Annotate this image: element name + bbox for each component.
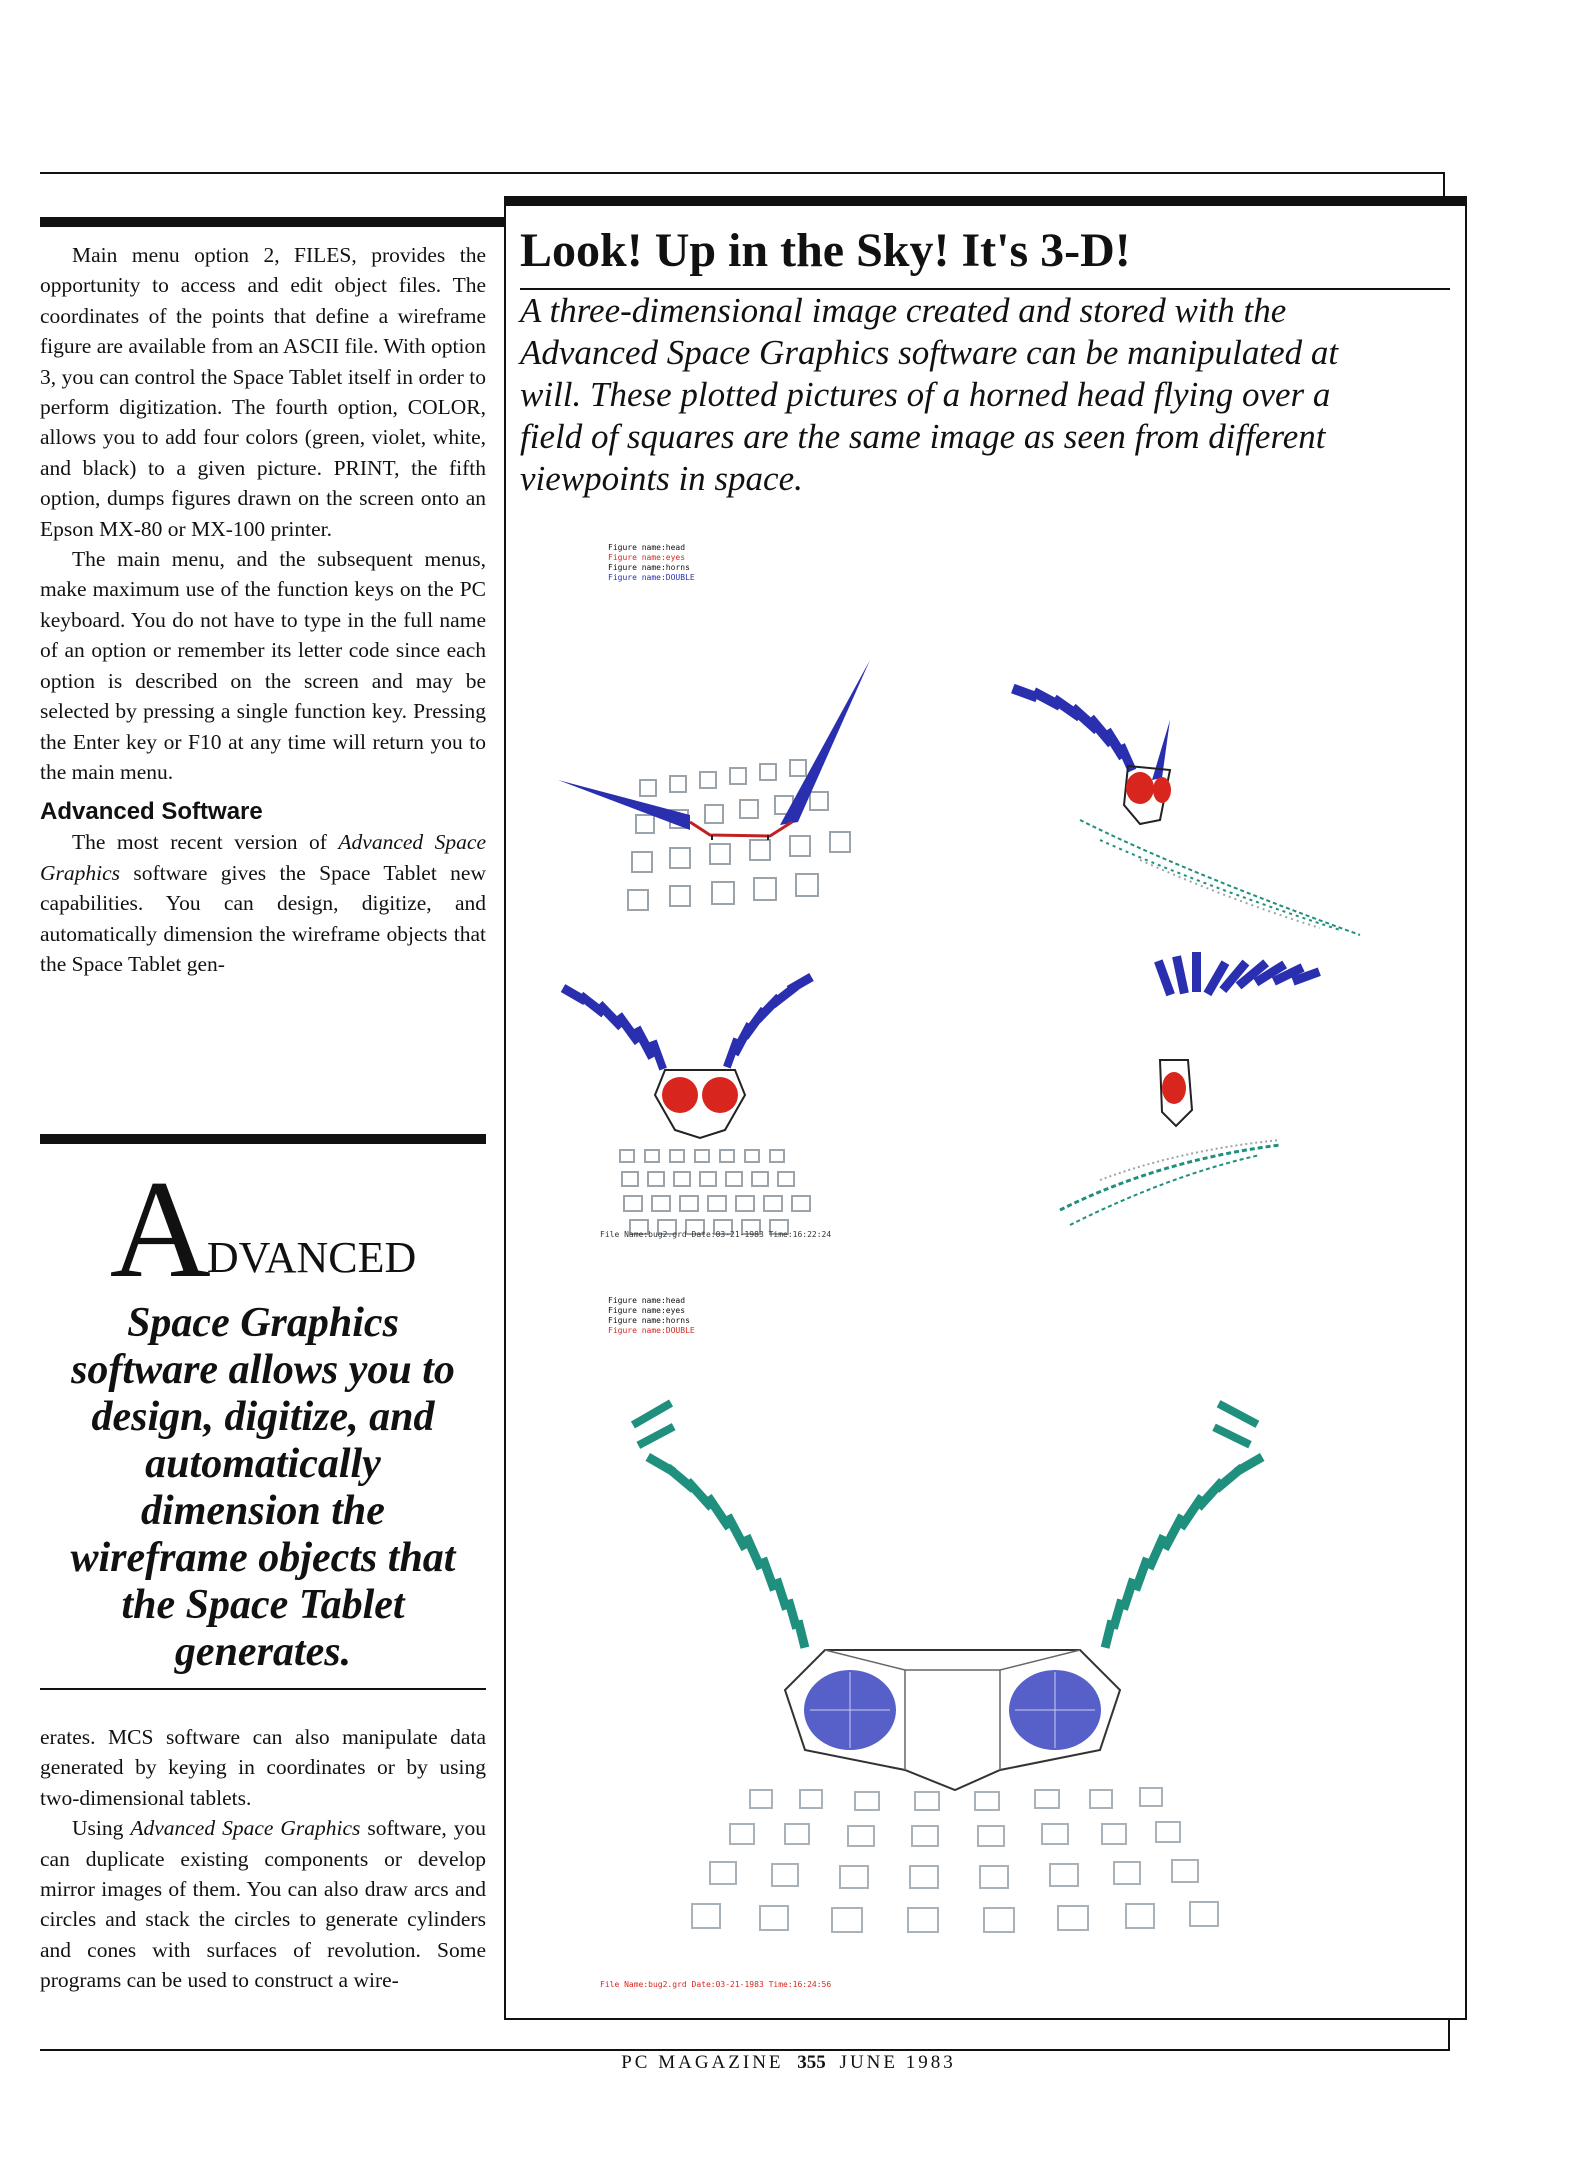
head-outline: [690, 822, 792, 836]
figure-label: Figure name:head: [608, 1296, 686, 1305]
view-top-right: [1011, 684, 1360, 935]
bottom-rule: [40, 2049, 1450, 2051]
pull-quote-line: software allows you to: [71, 1347, 455, 1393]
horn-ribs-left: [561, 984, 667, 1070]
plot1-figure-labels: [608, 543, 695, 583]
eye: [1126, 772, 1154, 804]
section-heading: Advanced Software: [40, 798, 263, 826]
pull-quote-line: design, digitize, and: [91, 1394, 435, 1440]
plot2-file-line: File Name:bug2.grd Date:03-21-1983 Time:16:24:56: [600, 1980, 832, 1989]
horn-right: [780, 660, 870, 825]
square-field: [1080, 820, 1360, 935]
left-column-heavy-rule: [40, 217, 504, 227]
drop-cap: A: [109, 1152, 207, 1307]
pullquote-bottom-rule: [40, 1688, 486, 1690]
body-paragraph: Using Advanced Space Graphics software, you can duplicate existing components or develop mirror images of them. You can also draw arcs and circles and stack the circles to generate cylinders and cones with surfaces of revolution. Some programs can be used to construct a wire-: [40, 1816, 486, 1993]
pull-quote-initial-line: ADVANCED: [109, 1152, 417, 1307]
panel-title: Look! Up in the Sky! It's 3-D!: [520, 224, 1131, 277]
plot1-file-line: File Name:bug2.grd Date:03-21-1983 Time:16:22:24: [600, 1230, 832, 1239]
horn-ribs: [1154, 952, 1321, 996]
horn-ribs-right: [723, 973, 814, 1068]
eye: [1162, 1072, 1186, 1104]
magazine-name: PC MAGAZINE: [621, 2052, 784, 2073]
pull-quote-line: generates.: [174, 1629, 352, 1675]
figure-label: Figure name:DOUBLE: [608, 573, 695, 582]
figure-label: Figure name:eyes: [608, 1306, 686, 1315]
figure-label: Figure name:DOUBLE: [608, 1326, 695, 1335]
page-number: 355: [797, 2052, 826, 2073]
page-footer: [0, 2052, 1577, 2074]
horn-ribs: [1011, 684, 1136, 773]
pull-quote-line: the Space Tablet: [121, 1582, 405, 1628]
figure-label: Figure name:eyes: [608, 553, 686, 562]
figure-label: Figure name:head: [608, 543, 686, 552]
left-column-bottom-text: [40, 1722, 486, 1996]
figure-label: Figure name:horns: [608, 563, 690, 572]
bottom-rule-right-tick: [1448, 2020, 1450, 2051]
plot2-wireframe-frontal: [600, 1390, 1320, 1970]
top-rule: [40, 172, 1445, 174]
eye: [1153, 777, 1171, 803]
square-grid: [620, 1150, 810, 1234]
eye: [702, 1077, 738, 1113]
pull-quote-line: Space Graphics: [127, 1300, 399, 1346]
plot1-wireframe-views: [540, 640, 1400, 1240]
pull-quote: [40, 1152, 486, 1676]
square-field: [1060, 1145, 1280, 1210]
pull-quote-line: dimension the: [141, 1488, 385, 1534]
eye: [662, 1077, 698, 1113]
body-paragraph: erates. MCS software can also manipulate data generated by keying in coordinates or by using two-dimensional tablets.: [40, 1725, 486, 1810]
left-column-top-text: [40, 240, 486, 979]
issue-date: JUNE 1983: [839, 2052, 956, 2073]
pull-quote-line: automatically: [145, 1441, 381, 1487]
panel-caption: A three-dimensional image created and stored with the Advanced Space Graphics software can be manipulated at will. These plotted pictures of a horned head flying over a field of squares are the same image as seen from different viewpoints in space.: [520, 291, 1339, 498]
horn-ribs-right: [1101, 1400, 1265, 1649]
square-grid: [692, 1788, 1218, 1932]
horn-ribs-left: [631, 1400, 809, 1649]
view-top-left: [558, 660, 870, 910]
body-paragraph: Main menu option 2, FILES, provides the opportunity to access and edit object files. The coordinates of the points that define a wireframe figure are available from an ASCII file. With option 3, you can control the Space Tablet itself in order to perform digitization. The fourth option, COLOR, allows you to add four colors (green, violet, white, and black) to a given picture. PRINT, the fifth option, dumps figures drawn on the screen onto an Epson MX-80 or MX-100 printer.: [40, 243, 486, 541]
plot2-figure-labels: [608, 1296, 695, 1336]
pullquote-top-rule: [40, 1134, 486, 1144]
view-bottom-left: [561, 973, 814, 1234]
view-bottom-right: [1060, 952, 1321, 1225]
pull-quote-line: wireframe objects that: [70, 1535, 456, 1581]
figure-label: Figure name:horns: [608, 1316, 690, 1325]
body-paragraph: The main menu, and the subsequent menus, make maximum use of the function keys on the PC keyboard. You do not have to type in the full name of an option or remember its letter code since each option is described on the screen and may be selected by pressing a single function key. Pressing the Enter key or F10 at any time will return you to the main menu.: [40, 547, 486, 784]
body-paragraph: The most recent version of Advanced Space Graphics software gives the Space Tablet new capabilities. You can design, digitize, and automatically dimension the wireframe objects that the Space Tablet gen-: [40, 830, 486, 976]
